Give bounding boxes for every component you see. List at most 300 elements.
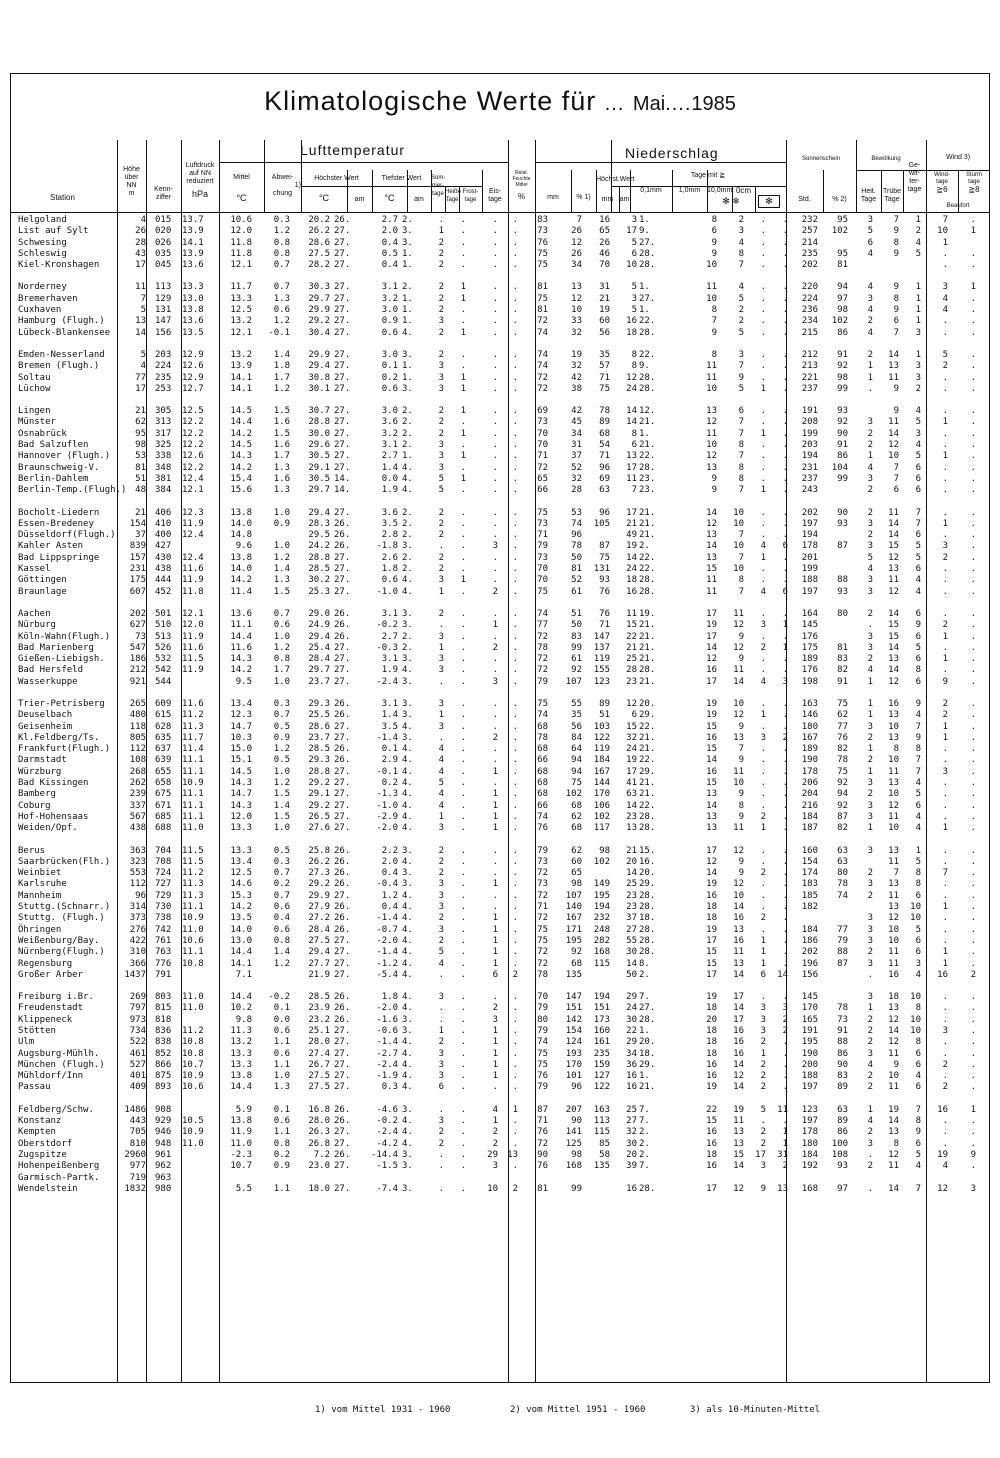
cell-hx: 11 — [626, 608, 637, 619]
cell-st: . — [970, 1014, 976, 1025]
cell-std: 176 — [801, 631, 818, 642]
cell-tx: 26.3 — [308, 1127, 330, 1138]
cell-mm: 56 — [571, 721, 582, 732]
station-header: Station — [50, 193, 75, 202]
cell-hei: . — [460, 462, 466, 473]
cell-d01: 11 — [706, 372, 717, 383]
title-dots-1: ... — [604, 93, 625, 115]
cell-hei: . — [460, 811, 466, 822]
station-name: Freudenstadt — [18, 1003, 84, 1014]
cell-mm: 34 — [571, 428, 582, 439]
rel-feuchte-header: Relat. Feuchte Mittel % — [512, 170, 531, 201]
cell-eis: . — [512, 992, 518, 1003]
cell-d1: 16 — [733, 935, 744, 946]
cell-eis: . — [512, 226, 518, 237]
cell-d10: . — [760, 507, 766, 518]
cell-tm: 14.1 — [230, 372, 252, 383]
cell-hxd: 22. — [639, 800, 656, 811]
cell-tx: 29.1 — [308, 462, 330, 473]
cell-sp: 62 — [837, 710, 848, 721]
cell-ta: 1.0 — [273, 676, 290, 687]
cell-mm: 107 — [565, 676, 582, 687]
cell-hxd: 21. — [639, 631, 656, 642]
cell-p: 12.2 — [182, 440, 204, 451]
cell-std: 194 — [801, 451, 818, 462]
cell-d0: . — [782, 293, 788, 304]
cell-d10: . — [760, 327, 766, 338]
cell-eis: . — [512, 575, 518, 586]
cell-k: 015 — [155, 215, 172, 225]
cell-he: . — [867, 1183, 873, 1194]
cell-tx: 29.9 — [308, 890, 330, 901]
cell-hx: 37 — [626, 913, 637, 924]
cell-d10: 2 — [760, 642, 766, 653]
cell-txd: 27. — [334, 417, 351, 428]
cell-rf: 72 — [537, 913, 548, 924]
cell-sp: 95 — [837, 248, 848, 259]
cell-st: . — [970, 811, 976, 822]
gewittertage-header: Ge- wit- ter- tage — [907, 162, 922, 193]
cell-tx: 28.8 — [308, 417, 330, 428]
cell-d01: 17 — [706, 935, 717, 946]
cell-tnd: 4. — [402, 811, 413, 822]
cell-st: 3 — [970, 1183, 976, 1194]
cell-eis: . — [512, 1138, 518, 1149]
cell-mm: 125 — [565, 1138, 582, 1149]
cell-hx: 8 — [631, 349, 637, 360]
cell-eis: . — [512, 1037, 518, 1048]
cell-st: . — [970, 642, 976, 653]
cell-pc: 119 — [593, 744, 610, 755]
cell-tnd: 4. — [402, 1003, 413, 1014]
cell-tn: -1.0 — [376, 586, 398, 597]
cell-tn: 0.4 — [381, 237, 398, 248]
cell-sp: 90 — [837, 507, 848, 518]
cell-ge: 6 — [915, 1082, 921, 1093]
cell-k: 400 — [155, 530, 172, 541]
cell-d10: . — [760, 575, 766, 586]
cell-sp: 86 — [837, 1127, 848, 1138]
cell-tnd: 3. — [402, 1014, 413, 1025]
cell-tnd: 4. — [402, 485, 413, 496]
cell-d01: 15 — [706, 1116, 717, 1127]
cell-mm: 74 — [571, 518, 582, 529]
cell-ge: 7 — [915, 766, 921, 777]
cell-st: . — [970, 856, 976, 867]
station-name: Feldberg/Schw. — [18, 1104, 94, 1115]
cell-k: 235 — [155, 372, 172, 383]
cell-d10: 1 — [760, 958, 766, 969]
cell-d10: 2 — [760, 913, 766, 924]
cell-eis: . — [512, 800, 518, 811]
cell-hx: 5 — [631, 237, 637, 248]
cell-tm: 14.6 — [230, 879, 252, 890]
cell-hxd: 23. — [639, 473, 656, 484]
cell-som: 5 — [438, 485, 444, 496]
cell-d0: . — [782, 282, 788, 293]
cell-hx: 14 — [626, 800, 637, 811]
cell-fro: . — [492, 608, 498, 619]
cell-k: 704 — [155, 845, 172, 856]
cell-k: 948 — [155, 1138, 172, 1149]
cell-d10: 1 — [760, 552, 766, 563]
cell-he: 1 — [867, 698, 873, 709]
cell-hxd: 22. — [639, 721, 656, 732]
cell-sp: 75 — [837, 698, 848, 709]
cell-d0: . — [782, 935, 788, 946]
cell-tx: 27.2 — [308, 913, 330, 924]
cell-ta: 1.0 — [273, 507, 290, 518]
cell-ta: 1.5 — [273, 406, 290, 417]
cell-tr: 11 — [888, 766, 899, 777]
cell-d0: . — [782, 913, 788, 924]
cell-hx: 12 — [626, 372, 637, 383]
cell-p: 13.6 — [182, 316, 204, 327]
cell-wi: . — [942, 778, 948, 789]
cell-pc: 46 — [599, 248, 610, 259]
cell-h: 734 — [129, 1026, 146, 1036]
table-row — [0, 485, 1000, 496]
cell-h: 37 — [135, 530, 146, 541]
cell-k: 639 — [155, 755, 172, 766]
cell-tm: 11.3 — [230, 1026, 252, 1036]
cell-k: 852 — [155, 1048, 172, 1059]
cell-tn: 0.6 — [381, 575, 398, 586]
table-row — [0, 654, 1000, 665]
cell-d01: 7 — [711, 316, 717, 327]
cell-txd: 26. — [334, 992, 351, 1003]
station-name: Kl.Feldberg/Ts. — [18, 732, 100, 743]
cell-p: 13.9 — [182, 248, 204, 259]
cell-mm: 31 — [571, 440, 582, 451]
cell-he: 4 — [867, 1116, 873, 1127]
cell-d01: 12 — [706, 654, 717, 665]
cell-sp: 94 — [837, 282, 848, 293]
cell-d0: . — [782, 992, 788, 1003]
cell-he: 2 — [867, 608, 873, 619]
cell-tn: 3.5 — [381, 721, 398, 732]
cell-ta: 0.7 — [273, 890, 290, 901]
cell-d0: . — [782, 823, 788, 834]
cell-ta: 1.4 — [273, 800, 290, 811]
cell-d0: . — [782, 361, 788, 372]
cell-tx: 30.5 — [308, 451, 330, 462]
cell-d0: . — [782, 856, 788, 867]
cell-d0: . — [782, 327, 788, 338]
cell-std: 191 — [801, 406, 818, 417]
cell-fro: . — [492, 428, 498, 439]
table-row — [0, 282, 1000, 293]
cell-std: 170 — [801, 1003, 818, 1014]
cell-h: 26 — [135, 226, 146, 237]
cell-fro: . — [492, 654, 498, 665]
cell-som: 4 — [438, 789, 444, 800]
cell-hei: 1 — [460, 406, 466, 417]
cell-pc: 78 — [599, 406, 610, 417]
cell-h: 17 — [135, 383, 146, 394]
cell-d10: . — [760, 530, 766, 541]
cell-rf: 81 — [537, 282, 548, 293]
cell-hxd: 21. — [639, 654, 656, 665]
cell-d01: 8 — [711, 215, 717, 225]
cell-d10: . — [760, 282, 766, 293]
cell-he: 2 — [867, 947, 873, 958]
cell-tm: 14.5 — [230, 406, 252, 417]
cell-tnd: 1. — [402, 372, 413, 383]
cell-std: 183 — [801, 879, 818, 890]
cell-fro: . — [492, 530, 498, 541]
sommertage-header: Som- mer- tage — [431, 175, 446, 197]
station-name: Bremen (Flugh.) — [18, 361, 100, 372]
cell-std: 232 — [801, 215, 818, 225]
station-name: Essen-Bredeney — [18, 518, 94, 529]
cell-hei: . — [460, 1127, 466, 1138]
cell-fro: . — [492, 698, 498, 709]
cell-d1: 9 — [738, 868, 744, 879]
cell-tx: 26.8 — [308, 1138, 330, 1149]
cell-wi: 2 — [942, 620, 948, 631]
cell-hx: 7 — [631, 485, 637, 496]
cell-he: 2 — [867, 440, 873, 451]
cell-tx: 16.8 — [308, 1104, 330, 1115]
cell-tnd: 4. — [402, 665, 413, 676]
cell-d10: 2 — [760, 1082, 766, 1093]
cell-sp: 100 — [831, 1138, 848, 1149]
cell-std: 189 — [801, 654, 818, 665]
cell-txd: 26. — [334, 845, 351, 856]
cell-rf: 68 — [537, 721, 548, 732]
cell-sp: 76 — [837, 732, 848, 743]
cell-sp: 97 — [837, 1183, 848, 1194]
cell-tx: 27.5 — [308, 1071, 330, 1082]
cell-tn: -0.6 — [376, 1026, 398, 1036]
cell-ge: 8 — [915, 1037, 921, 1048]
cell-tn: 3.0 — [381, 305, 398, 316]
cell-h: 553 — [129, 868, 146, 879]
cell-tm: 13.6 — [230, 608, 252, 619]
cell-ge: 5 — [915, 552, 921, 563]
cell-tnd: 4. — [402, 947, 413, 958]
cell-tx: 29.2 — [308, 879, 330, 890]
cell-h: 53 — [135, 451, 146, 462]
cell-eis: . — [512, 1014, 518, 1025]
cell-hxd: 21. — [639, 789, 656, 800]
cell-std: 189 — [801, 744, 818, 755]
cell-d01: 14 — [706, 755, 717, 766]
cell-d1: 7 — [738, 417, 744, 428]
cell-hx: 21 — [626, 642, 637, 653]
niederschlag-header: Niederschlag — [625, 145, 719, 161]
cell-tnd: 3. — [402, 879, 413, 890]
cell-tnd: 4. — [402, 890, 413, 901]
cell-d01: 13 — [706, 823, 717, 834]
cell-d1: 10 — [733, 541, 744, 552]
cell-rf: 81 — [537, 305, 548, 316]
cell-p: 10.8 — [182, 1048, 204, 1059]
cell-k: 635 — [155, 732, 172, 743]
hoechster-wert-header: Höchster Wert — [314, 175, 359, 182]
cell-tr: 11 — [888, 507, 899, 518]
cell-ta: 1.0 — [273, 1071, 290, 1082]
cell-tn: -1.6 — [376, 1014, 398, 1025]
cell-eis: . — [512, 406, 518, 417]
cell-h: 363 — [129, 845, 146, 856]
cell-fro: 1 — [492, 620, 498, 631]
cell-eis: 13 — [507, 1149, 518, 1160]
cell-rf: 76 — [537, 237, 548, 248]
cell-sp: 89 — [837, 1116, 848, 1127]
cell-p: 13.0 — [182, 293, 204, 304]
cell-d1: 10 — [733, 518, 744, 529]
cell-d10: 2 — [760, 868, 766, 879]
cell-d1: 15 — [733, 1149, 744, 1160]
cell-d0: . — [782, 890, 788, 901]
cell-wi: . — [942, 1116, 948, 1127]
cell-eis: 1 — [512, 1104, 518, 1115]
cell-tnd: 4. — [402, 935, 413, 946]
cell-tn: -2.0 — [376, 823, 398, 834]
cell-sp: 88 — [837, 1037, 848, 1048]
cell-p: 11.7 — [182, 732, 204, 743]
cell-tx: 25.4 — [308, 642, 330, 653]
cell-tx: 24.9 — [308, 620, 330, 631]
cell-d01: 13 — [706, 789, 717, 800]
cell-he: 3 — [867, 924, 873, 935]
cell-som: 2 — [438, 1037, 444, 1048]
cell-p: 13.9 — [182, 226, 204, 237]
cell-tn: 2.0 — [381, 856, 398, 867]
cell-sp: 86 — [837, 327, 848, 338]
cell-hei: . — [460, 440, 466, 451]
cell-hxd: 28. — [639, 248, 656, 259]
cell-tn: 3.1 — [381, 440, 398, 451]
cell-hxd: 28. — [639, 811, 656, 822]
cell-ta: 0.6 — [273, 620, 290, 631]
cell-hei: . — [460, 868, 466, 879]
cell-som: . — [438, 969, 444, 980]
cell-tnd: 2. — [402, 417, 413, 428]
cell-tnd: 4. — [402, 1138, 413, 1149]
cell-fro: 2 — [492, 586, 498, 597]
cell-hx: 5 — [631, 282, 637, 293]
cell-fro: 4 — [492, 1104, 498, 1115]
cell-tr: 13 — [888, 1003, 899, 1014]
cell-ge: 6 — [915, 654, 921, 665]
cell-k: 224 — [155, 361, 172, 372]
cell-wi: 2 — [942, 1082, 948, 1093]
cell-fro: 1 — [492, 1037, 498, 1048]
cell-ge: 5 — [915, 541, 921, 552]
cell-h: 77 — [135, 372, 146, 383]
cell-d0: . — [782, 451, 788, 462]
cell-eis: . — [512, 698, 518, 709]
cell-hx: 23 — [626, 811, 637, 822]
cell-txd: 27. — [334, 361, 351, 372]
cell-fro: 2 — [492, 732, 498, 743]
cell-he: . — [867, 1149, 873, 1160]
cell-d10: 3 — [760, 1161, 766, 1172]
cell-wi: 3 — [942, 541, 948, 552]
cell-tnd: 2. — [402, 552, 413, 563]
cell-std: 178 — [801, 541, 818, 552]
cell-h: 28 — [135, 237, 146, 248]
cell-d1: 17 — [733, 992, 744, 1003]
cell-st: . — [970, 1161, 976, 1172]
cell-d1: 8 — [738, 462, 744, 473]
cell-tr: 11 — [888, 947, 899, 958]
cell-ge: 4 — [915, 811, 921, 822]
footnote-3: 3) als 10-Minuten-Mittel — [690, 1405, 821, 1415]
cell-tnd: 1. — [402, 260, 413, 271]
cell-hei: . — [460, 1138, 466, 1149]
cell-wi: . — [942, 992, 948, 1003]
cell-eis: . — [512, 1048, 518, 1059]
cell-hxd: 22. — [639, 316, 656, 327]
cell-d10: . — [760, 226, 766, 237]
cell-rf: 73 — [537, 856, 548, 867]
cell-fro: . — [492, 327, 498, 338]
cell-hxd: 22. — [639, 451, 656, 462]
heitere-tage-header: Heit. Tage — [860, 188, 877, 203]
cell-he: 1 — [867, 372, 873, 383]
station-name: Karlsruhe — [18, 879, 67, 890]
cell-hxd: 29. — [639, 766, 656, 777]
cell-txd: 26. — [334, 879, 351, 890]
cell-tnd: 3. — [402, 620, 413, 631]
cell-tnd: 3. — [402, 868, 413, 879]
cell-ge: 1 — [915, 845, 921, 856]
table-row — [0, 361, 1000, 372]
cell-hx: 21 — [626, 518, 637, 529]
cell-hei: . — [460, 226, 466, 237]
cell-pc: 155 — [593, 665, 610, 676]
cell-sp: 78 — [837, 755, 848, 766]
cell-tnd: 3. — [402, 1104, 413, 1115]
cell-h: 14 — [135, 327, 146, 338]
cell-som: 3 — [438, 1059, 444, 1070]
cell-d01: 18 — [706, 913, 717, 924]
cell-som: 1 — [438, 710, 444, 721]
cell-tnd: 4. — [402, 856, 413, 867]
cell-hxd: 21. — [639, 620, 656, 631]
table-row — [0, 406, 1000, 417]
cell-p: 11.9 — [182, 665, 204, 676]
station-name: Bad Salzuflen — [18, 440, 89, 451]
cell-d10: . — [760, 789, 766, 800]
cell-he: 1 — [867, 451, 873, 462]
cell-sp: 108 — [831, 1149, 848, 1160]
niederschlag-prozent: % 1) — [576, 194, 591, 201]
mittel-header: Mittel — [233, 174, 250, 181]
cell-d0: . — [782, 845, 788, 856]
cell-k: 615 — [155, 710, 172, 721]
cell-d1: 7 — [738, 260, 744, 271]
cell-fro: 1 — [492, 811, 498, 822]
cell-hei: . — [460, 969, 466, 980]
cell-mm: 107 — [565, 890, 582, 901]
cell-hx: 22 — [626, 1026, 637, 1036]
cell-std: 184 — [801, 1149, 818, 1160]
cell-std: 190 — [801, 1048, 818, 1059]
cell-mm: 99 — [571, 1183, 582, 1194]
cell-hx: 10 — [626, 260, 637, 271]
cell-he: 3 — [867, 935, 873, 946]
cell-tr: 11 — [888, 856, 899, 867]
cell-hei: . — [460, 935, 466, 946]
page-title — [0, 86, 1000, 117]
cell-eis: . — [512, 282, 518, 293]
cell-hei: . — [460, 316, 466, 327]
